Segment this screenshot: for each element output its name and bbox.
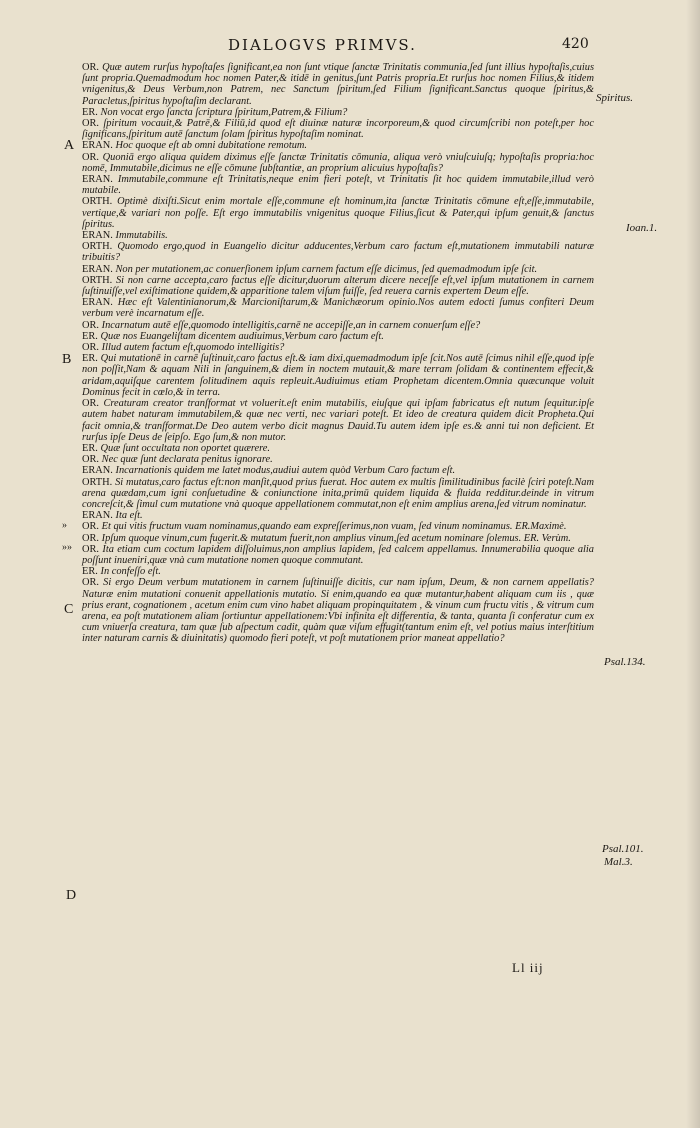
speaker-label: ERAN. <box>82 140 113 152</box>
dialogue-paragraph <box>82 241 594 263</box>
quote-mark: » <box>62 520 67 531</box>
margin-note-mal: Mal.3. <box>604 856 633 868</box>
dialogue-text <box>82 62 594 645</box>
speaker-label: ORTH. <box>82 241 113 253</box>
dialogue-paragraph <box>82 107 594 118</box>
page-edge-shadow <box>686 0 700 1128</box>
paragraph-text: Quomodo ergo,quod in Euangelio dicitur adducentes,Verbum caro factum eſt,mutationem immutabili naturæ tribuitis? <box>82 241 594 264</box>
paragraph-text: Et qui vitis fructum vuam nominamus,quando eam expreſſerimus,non vuam, ſed vinum nominamus. ER.Maximè. <box>101 521 567 533</box>
paragraph-text: Si mutatus,caro factus eſt:non manſit,quod prius fuerat. Hoc autem ex multis ſimilitudinibus facilè ſciri poteſt.Nam arena quædam,cum igni conſuetudine & coniunctione inita,primū quidem liquida & fluida redditur.deinde in vitrum concreſcit,& ſimul cum mutatione vnà quoque appellationem commutat,non eſt enim amplius arena,ſed vitrum nominatur. <box>82 476 594 510</box>
dialogue-paragraph <box>82 477 594 511</box>
margin-note-spiritus: Spiritus. <box>596 92 633 104</box>
dialogue-paragraph <box>82 577 594 644</box>
speaker-label: OR. <box>82 543 100 555</box>
dialogue-paragraph <box>82 533 594 544</box>
paragraph-text: Creaturam creator tranſformat vt voluerit.eſt enim mutabilis, eiuſque qui ipſam fabricatus eſt nutum ſequitur.ipſe autem habet naturam immutabilem,& quæ nec verti, nec variari poteſt. Et ideo de creatura quidem dicit Propheta.Qui facit omnia,& tranſformat.De Deo autem verbo dicit magnus Dauid.Tu autem idem ipſe es.& anni tui non deficient. Et rurſus ipſe Deus de ſeipſo. Ego ſum,& non mutor. <box>82 398 594 443</box>
paragraph-text: Illud autem factum eſt,quomodo intelligitis? <box>101 342 285 354</box>
gutter-letter-c: C <box>64 602 74 617</box>
paragraph-text: Hæc eſt Valentinianorum,& Marcioniſtarum,& Manichæorum opinio.Nos autem edocti ſumus confiteri Deum verbum verè incarnatum eſſe. <box>82 297 594 320</box>
dialogue-paragraph <box>82 544 594 566</box>
dialogue-paragraph <box>82 275 594 297</box>
paragraph-text: Optimè dixiſti.Sicut enim mortale eſſe,commune eſt hominum,ita ſanctæ Trinitatis cōmune eſt,eſſe,immutabile, vertique,& variari non poſſe. Eſt ergo immutabilis vnigenitus quoque Filius,ſicut & Pater,qui ipſum genuit,& ſanctus ſpiritus. <box>82 196 594 230</box>
speaker-label: ER. <box>82 442 98 454</box>
speaker-label: OR. <box>82 577 100 589</box>
paragraph-text: Hoc quoque eſt ab omni dubitatione remotum. <box>115 140 308 152</box>
dialogue-paragraph <box>82 353 594 398</box>
gutter-letter-b: B <box>62 352 72 367</box>
running-title: DIALOGVS PRIMVS. <box>228 36 417 54</box>
paragraph-text: Ita etiam cum coctum lapidem diſſoluimus,non amplius lapidem, ſed calcem appellamus. Innumerabilia quoque alia poſſunt inueniri,quæ vnà cum mutatione nomen quoque commutant. <box>82 543 594 566</box>
dialogue-paragraph <box>82 297 594 319</box>
speaker-label: ERAN. <box>82 230 113 242</box>
page-header <box>0 36 700 56</box>
speaker-label: OR. <box>82 118 100 130</box>
paragraph-text: Si ergo Deum verbum mutationem in carnem ſuſtinuiſſe dicitis, cur nam ipſum, Deum, & non carnem appellatis? Naturæ enim mutationi conuenit appellationis mutatio. Si enim,quando ea quæ mutantur,habent aliquam cum iis , quæ prius erant, cognationem , acetum enim cum vino habet aliquam propinquitatem , & vinum cum fructu vitis , & vitrum cum arena, ea poſt mutationem aliam ſortiuntur appellationem:Vbi infinita eſt differentia, & tanta, quanta ſi conferatur cum ex cum vniuerſa creatura, tam quæ ſub aſpectum cadit, quàm quæ viſum effugit(tantum enim eſt, vel potius maius interſtitium inter naturam carnis & diuinitatis) quomodo fieri poteſt, vt poſt mutationem prior maneat appellatio? <box>82 577 595 645</box>
dialogue-paragraph <box>82 331 594 342</box>
paragraph-text: Incarnationis quidem me latet modus,audiui autem quòd Verbum Caro factum eſt. <box>115 465 456 477</box>
paragraph-text: Qui mutationē in carnē ſuſtinuit,caro factus eſt.& iam dixi,quemadmodum ipſe ſcit.Nos autē ſcimus nihil eſſe,quod ipſe non poſſit,Nam & aquam Nili in ſanguinem,& diem in noctem mutauit,& mare terram ſolidam & continentem effecit,& aridam,aquiſque carentem ſolitudinem aquis repleuit.Audiuimus etiam Prophetam dicentem.Omnia quæcunque voluit Dominus fecit in cœlo,& in terra. <box>82 353 594 398</box>
page-number: 420 <box>562 36 589 52</box>
paragraph-text: Immutabile,commune eſt Trinitatis,neque enim fieri poteſt, vt Trinitatis ſit hoc quidem immutabile,illud verò mutabile. <box>82 174 594 197</box>
paragraph-text: Nec quæ ſunt declarata penitus ignorare. <box>101 454 273 466</box>
dialogue-paragraph <box>82 174 594 196</box>
speaker-label: OR. <box>82 398 100 410</box>
speaker-label: ERAN. <box>82 465 113 477</box>
gutter-letter-a: A <box>64 138 75 153</box>
speaker-label: ER. <box>82 106 98 118</box>
dialogue-paragraph <box>82 320 594 331</box>
dialogue-paragraph <box>82 521 594 532</box>
quote-mark: »» <box>62 542 72 553</box>
speaker-label: OR. <box>82 454 100 466</box>
dialogue-paragraph <box>82 196 594 230</box>
speaker-label: ERAN. <box>82 263 113 275</box>
paragraph-text: Quæ ſunt occultata non oportet quærere. <box>100 442 271 454</box>
paragraph-text: Quoniā ergo aliqua quidem diximus eſſe ſanctæ Trinitatis cōmunia, aliqua verò vniuſcuiuſq; hypoſtaſis propria:hoc nomē, Immutabile,dicimus ne eſſe cōmune ſubſtantiæ, an proprium alicuius hypoſtaſis? <box>82 151 594 174</box>
dialogue-paragraph <box>82 342 594 353</box>
speaker-label: ORTH. <box>82 196 113 208</box>
paragraph-text: Quæ nos Euangeliſtam dicentem audiuimus,Verbum caro factum eſt. <box>100 330 384 342</box>
speaker-label: ER. <box>82 566 98 578</box>
paragraph-text: Ipſum quoque vinum,cum fugerit.& mutatum fuerit,non amplius vinum,ſed acetum nominare ſolemus. ER. Verùm. <box>101 532 571 544</box>
dialogue-paragraph <box>82 510 594 521</box>
speaker-label: OR. <box>82 62 100 73</box>
dialogue-paragraph <box>82 140 594 151</box>
dialogue-paragraph <box>82 230 594 241</box>
paragraph-text: ſpiritum vocauit,& Patrē,& Filiū,id quod eſt diuinæ naturæ incorporeum,& quod circumſcribi non poteſt,per hoc ſignificans,ſpiritum autē ſanctum ſolam ſpiritus hypoſtaſim nominat. <box>82 118 594 141</box>
speaker-label: ERAN. <box>82 297 113 309</box>
paragraph-text: Quæ autem rurſus hypoſtaſes ſignificant,ea non ſunt vtique ſanctæ Trinitatis communia,ſed ſunt illius hypoſtaſis,cuius ſunt propria.Quemadmodum hoc nomen Pater,& itidē in genitus,ſunt Patris propria.Et rurſus hoc nomen Filius,& itidem vnigenitus,& Deus Verbum,non Patrem, nec Sanctum ſpiritum,ſed Filium ſignificant.Sanctus quoque ſpiritus,& Paracletus,ſpiritus hypoſtaſim declarant. <box>82 62 594 107</box>
speaker-label: ERAN. <box>82 510 113 522</box>
gutter-letter-d: D <box>66 888 77 903</box>
speaker-label: ER. <box>82 330 98 342</box>
speaker-label: OR. <box>82 521 100 533</box>
dialogue-paragraph <box>82 118 594 140</box>
speaker-label: OR. <box>82 532 100 544</box>
paragraph-text: Immutabilis. <box>115 230 168 242</box>
paragraph-text: Incarnatum autē eſſe,quomodo intelligitis,carnē ne accepiſſe,an in carnem conuerſum eſſe? <box>101 319 481 331</box>
dialogue-paragraph <box>82 465 594 476</box>
paragraph-text: Non vocat ergo ſancta ſcriptura ſpiritum,Patrem,& Filium? <box>100 106 348 118</box>
margin-note-psal-134: Psal.134. <box>604 656 646 668</box>
speaker-label: OR. <box>82 151 100 163</box>
dialogue-paragraph <box>82 443 594 454</box>
speaker-label: ERAN. <box>82 174 113 186</box>
speaker-label: ORTH. <box>82 274 113 286</box>
dialogue-paragraph <box>82 454 594 465</box>
dialogue-paragraph <box>82 398 594 443</box>
dialogue-paragraph <box>82 566 594 577</box>
dialogue-paragraph <box>82 152 594 174</box>
signature-mark: Ll iij <box>512 960 544 975</box>
paragraph-text: In confeſſo eſt. <box>100 566 161 578</box>
paragraph-text: Si non carne accepta,caro factus eſſe dicitur,duorum alterum dicere neceſſe eſt,vel ipſum mutationem in carnem ſuſtinuiſſe,vel exiſtimatione quidem,& apparitione talem viſum fuiſſe, ſed reuera carnis expertem Deum eſſe. <box>82 274 594 298</box>
speaker-label: ORTH. <box>82 476 113 488</box>
dialogue-paragraph <box>82 62 594 107</box>
paragraph-text: Non per mutationem,ac conuerſionem ipſum carnem factum eſſe dicimus, ſed quemadmodum ipſe ſcit. <box>115 263 538 275</box>
speaker-label: OR. <box>82 319 100 331</box>
margin-note-ioan: Ioan.1. <box>626 222 658 234</box>
margin-note-psal-101: Psal.101. <box>602 843 644 855</box>
speaker-label: OR. <box>82 342 100 354</box>
dialogue-paragraph <box>82 264 594 275</box>
speaker-label: ER. <box>82 353 98 365</box>
paragraph-text: Ita eſt. <box>115 510 143 522</box>
